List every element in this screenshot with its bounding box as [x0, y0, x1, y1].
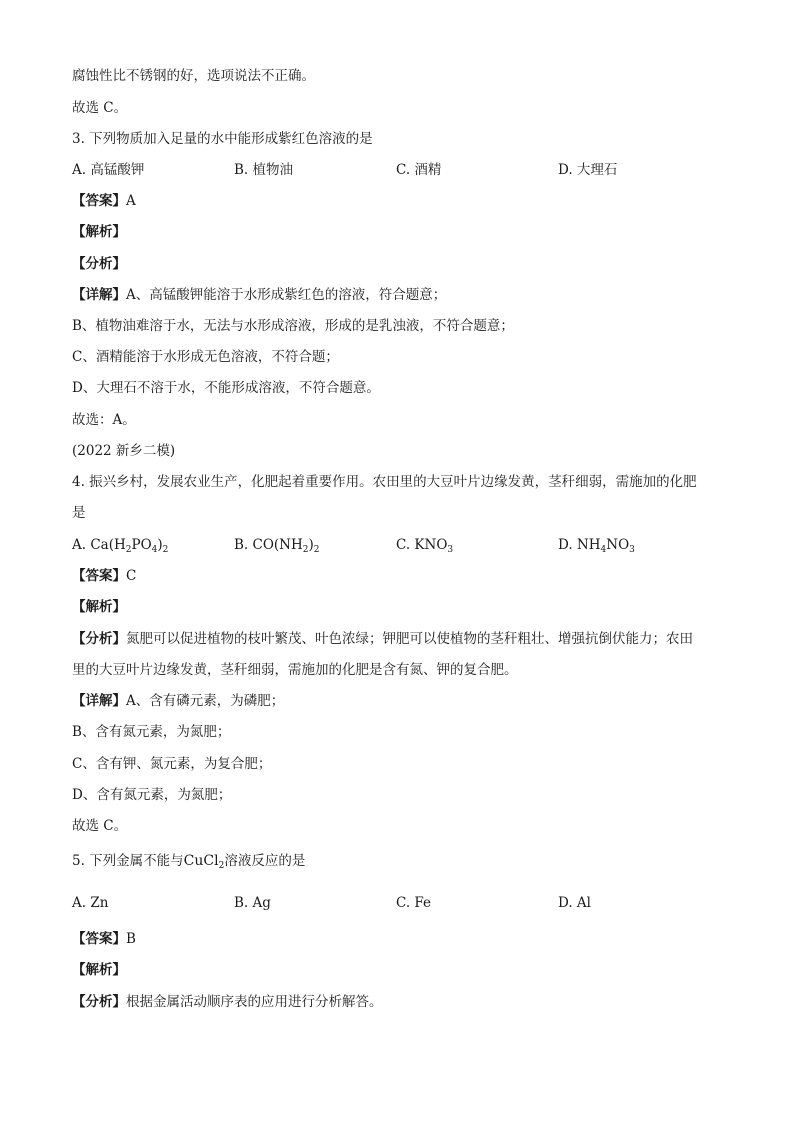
- detail-tag: 【详解】: [72, 693, 126, 709]
- q3-option-c: C. 酒精: [396, 162, 442, 178]
- fenxi-text: 氮肥可以促进植物的枝叶繁茂、叶色浓绿；钾肥可以使植物的茎秆粗壮、增强抗倒伏能力；农田: [126, 631, 693, 647]
- q3-option-d: D. 大理石: [558, 162, 618, 178]
- source-note: (2022 新乡二模): [72, 443, 176, 459]
- q5-fenxi: [72, 992, 383, 1012]
- q4-option-b: B. $CO(NH_2)_2$: [234, 537, 320, 555]
- q4-conclusion: 故选 C。: [72, 818, 128, 834]
- q3-option-b: B. 植物油: [234, 162, 294, 178]
- q3-detail-c: C、酒精能溶于水形成无色溶液，不符合题；: [72, 349, 339, 365]
- answer-value: B: [126, 931, 136, 947]
- q5-option-c: C. Fe: [396, 895, 432, 911]
- q3-detail-d: D、大理石不溶于水，不能形成溶液，不符合题意。: [72, 380, 380, 396]
- q4-fenxi-line-2: 里的大豆叶片边缘发黄，茎秆细弱，需施加的化肥是含有氮、钾的复合肥。: [72, 662, 518, 678]
- q4-option-a: A. $Ca(H_2PO_4)_2$: [72, 537, 169, 555]
- q4-stem-line-2: 是: [72, 505, 86, 521]
- q3-answer: [72, 191, 136, 211]
- q4-option-c: C. $KNO_3$: [396, 537, 454, 555]
- q4-detail-b: B、含有氮元素，为氮肥；: [72, 724, 231, 740]
- q5-jiexi: 【解析】: [72, 962, 126, 978]
- q3-jiexi: 【解析】: [72, 224, 126, 240]
- q3-detail-b: B、植物油难溶于水，无法与水形成溶液，形成的是乳浊液，不符合题意；: [72, 318, 514, 334]
- q3-fenxi: 【分析】: [72, 256, 126, 272]
- fenxi-text: 根据金属活动顺序表的应用进行分析解答。: [126, 994, 383, 1010]
- q4-stem-line-1: 4. 振兴乡村，发展农业生产，化肥起着重要作用。农田里的大豆叶片边缘发黄，茎秆细弱，需施加的化肥: [72, 474, 697, 490]
- q4-answer: [72, 566, 136, 586]
- q3-stem: 3. 下列物质加入足量的水中能形成紫红色溶液的是: [72, 131, 373, 147]
- q5-option-b: B. Ag: [234, 895, 271, 911]
- fenxi-tag: 【分析】: [72, 631, 126, 647]
- q3-conclusion: 故选：A。: [72, 412, 136, 428]
- intro-line-2: 故选 C。: [72, 100, 128, 116]
- answer-value: A: [126, 193, 136, 209]
- detail-tag: 【详解】: [72, 287, 126, 303]
- q5-option-a: A. Zn: [72, 895, 109, 911]
- answer-value: C: [126, 568, 137, 584]
- answer-tag: 【答案】: [72, 568, 126, 584]
- q5-option-d: D. Al: [558, 895, 591, 911]
- q4-option-d: D. $NH_4NO_3$: [558, 537, 635, 555]
- q5-answer: [72, 929, 136, 949]
- q5-stem: 5. 下列金属不能与CuCl$_2$溶液反应的是: [72, 853, 306, 871]
- intro-line-1: 腐蚀性比不锈钢的好，选项说法不正确。: [72, 68, 315, 84]
- fenxi-tag: 【分析】: [72, 994, 126, 1010]
- q4-detail-a: [72, 691, 284, 711]
- cucl2-formula: CuCl$_2$: [183, 853, 225, 871]
- detail-text: A、含有磷元素，为磷肥；: [126, 693, 285, 709]
- answer-tag: 【答案】: [72, 931, 126, 947]
- q4-detail-c: C、含有钾、氮元素，为复合肥；: [72, 756, 272, 772]
- q3-option-a: A. 高锰酸钾: [72, 162, 145, 178]
- q4-detail-d: D、含有氮元素，为氮肥；: [72, 787, 232, 803]
- detail-text: A、高锰酸钾能溶于水形成紫红色的溶液，符合题意；: [126, 287, 447, 303]
- q4-jiexi: 【解析】: [72, 599, 126, 615]
- q4-fenxi-line-1: [72, 629, 693, 649]
- q3-detail-a: [72, 285, 446, 305]
- answer-tag: 【答案】: [72, 193, 126, 209]
